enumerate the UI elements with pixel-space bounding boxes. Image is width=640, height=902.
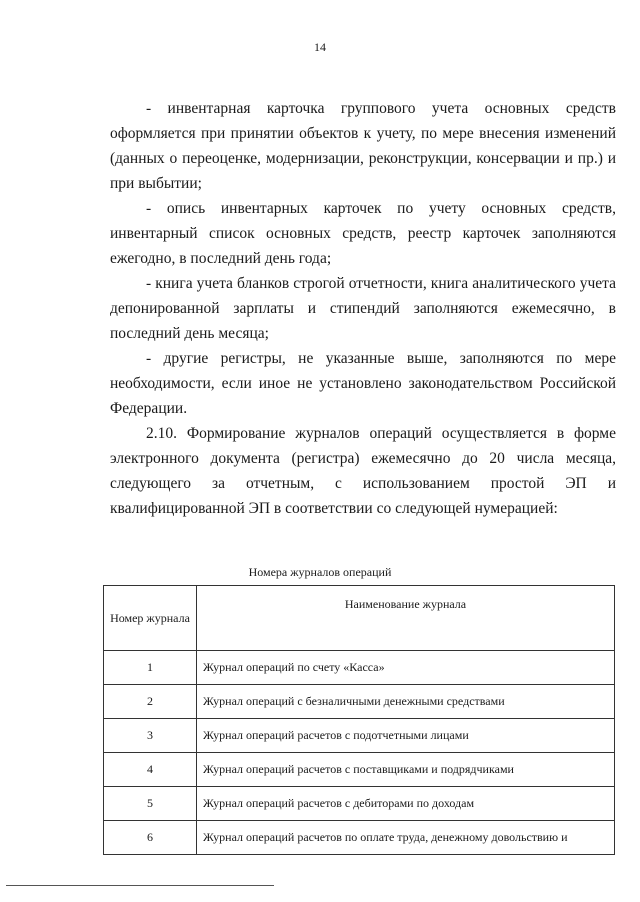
- cell-name: Журнал операций расчетов с подотчетными лицами: [197, 719, 615, 753]
- cell-name: Журнал операций расчетов по оплате труда, денежному довольствию и: [197, 821, 615, 855]
- body-text: [110, 96, 616, 521]
- cell-number: 1: [104, 651, 197, 685]
- paragraph-other-registers: - другие регистры, не указанные выше, заполняются по мере необходимости, если иное не установлено законодательством Российской Федерации.: [110, 350, 616, 417]
- table-row: [104, 651, 615, 685]
- header-journal-number: Номер журнала: [104, 586, 197, 651]
- table-row: [104, 753, 615, 787]
- cell-number: 5: [104, 787, 197, 821]
- paragraph-strict-forms-book: - книга учета бланков строгой отчетности, книга аналитического учета депонированной зарплаты и стипендий заполняются ежемесячно, в последний день месяца;: [110, 275, 616, 342]
- table-row: [104, 787, 615, 821]
- table-row: [104, 821, 615, 855]
- table-caption: Номера журналов операций: [248, 565, 392, 579]
- table-header-row: [104, 586, 615, 651]
- header-journal-name: Наименование журнала: [197, 586, 615, 651]
- table-row: [104, 685, 615, 719]
- footer-divider: [6, 885, 274, 886]
- paragraph-inventory-card: - инвентарная карточка группового учета основных средств оформляется при принятии объектов к учету, по мере внесения изменений (данных о переоценке, модернизации, реконструкции, консервации и пр.) и при выбытии;: [110, 100, 616, 192]
- paragraph-inventory-list: - опись инвентарных карточек по учету основных средств, инвентарный список основных средств, реестр карточек заполняются ежегодно, в последний день года;: [110, 200, 616, 267]
- cell-name: Журнал операций расчетов с поставщиками и подрядчиками: [197, 753, 615, 787]
- cell-number: 6: [104, 821, 197, 855]
- cell-name: Журнал операций расчетов с дебиторами по доходам: [197, 787, 615, 821]
- cell-number: 4: [104, 753, 197, 787]
- cell-name: Журнал операций по счету «Касса»: [197, 651, 615, 685]
- cell-name: Журнал операций с безналичными денежными средствами: [197, 685, 615, 719]
- journals-table: [103, 585, 615, 855]
- page-number: 14: [314, 40, 326, 54]
- table-row: [104, 719, 615, 753]
- paragraph-2-10: 2.10. Формирование журналов операций осуществляется в форме электронного документа (регистра) ежемесячно до 20 числа месяца, следующего за отчетным, с использованием простой ЭП и квалифицированной ЭП в соответствии со следующей нумерацией:: [110, 425, 616, 517]
- cell-number: 3: [104, 719, 197, 753]
- cell-number: 2: [104, 685, 197, 719]
